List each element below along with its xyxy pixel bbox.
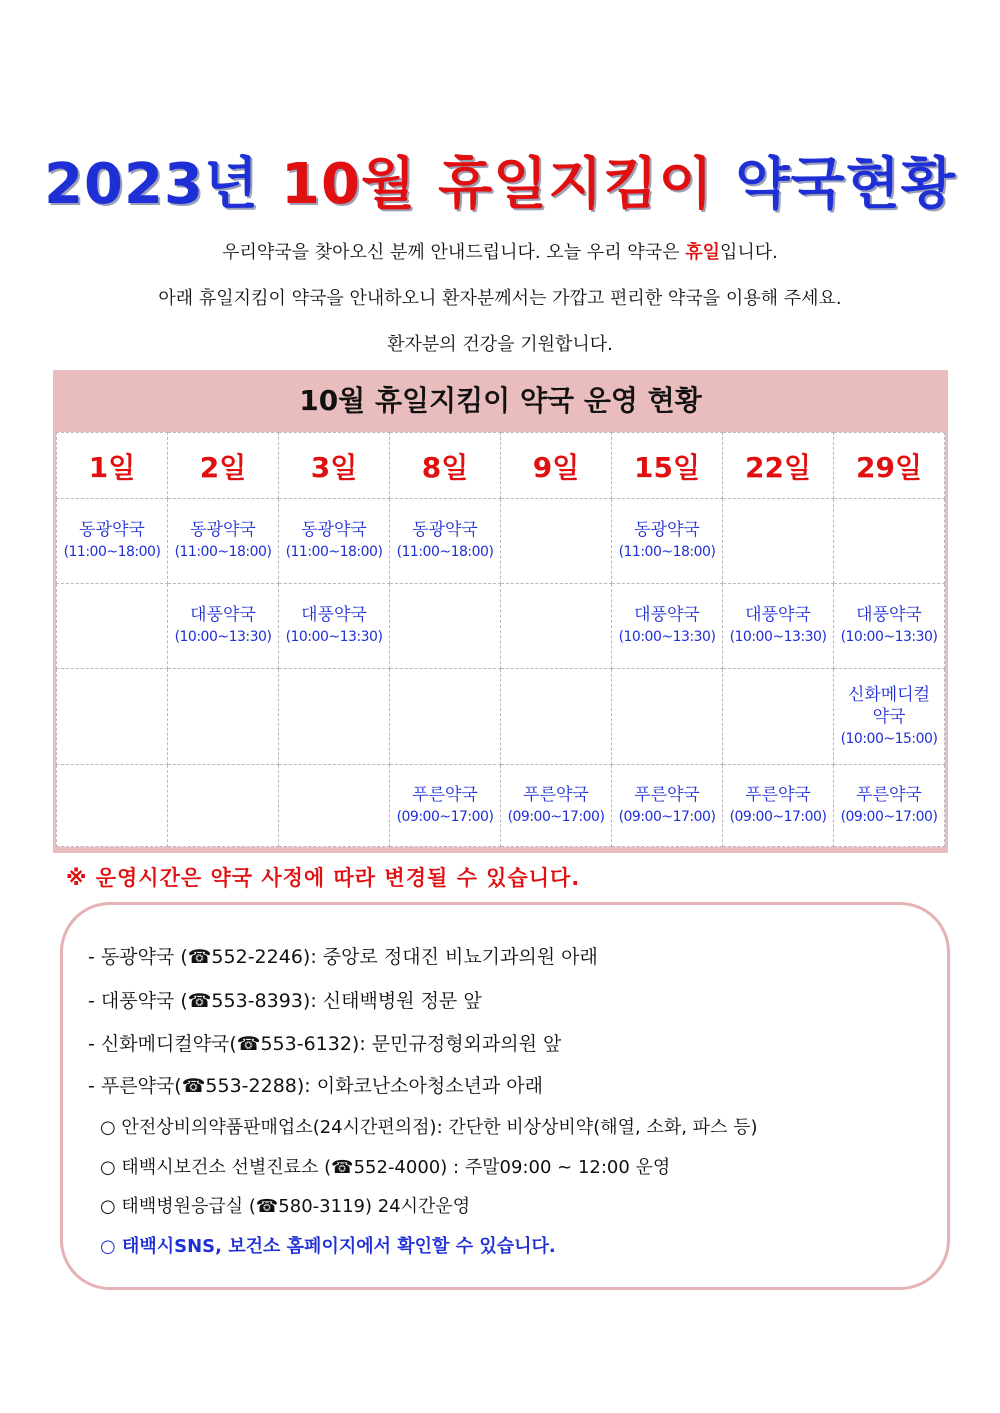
schedule-cell: [279, 765, 390, 847]
pharmacy-info-donggwang: - 동광약국 (☎552-2246): 중앙로 정대진 비뇨기과의원 아래: [88, 946, 598, 968]
pharmacy-name: 대풍약국: [190, 605, 256, 625]
schedule-cell: [501, 669, 612, 765]
table-row: [57, 584, 945, 669]
day-header: 2일: [168, 433, 279, 499]
schedule-cell: [612, 765, 723, 847]
pharmacy-hours: (11:00~18:00): [285, 544, 383, 560]
info-sns-notice: ○ 태백시SNS, 보건소 홈페이지에서 확인할 수 있습니다.: [100, 1236, 556, 1257]
schedule-cell: [723, 765, 834, 847]
schedule-cell: [612, 499, 723, 584]
pharmacy-info-pureun: - 푸른약국(☎553-2288): 이화코난소아청소년과 아래: [88, 1075, 544, 1097]
pharmacy-name: 푸른약국: [856, 784, 922, 805]
schedule-cell: [723, 669, 834, 765]
table-row: [57, 765, 945, 847]
day-header: 29일: [834, 433, 945, 499]
pharmacy-hours: (09:00~17:00): [507, 808, 605, 825]
schedule-cell: [501, 499, 612, 584]
info-health-center: ○ 태백시보건소 선별진료소 (☎552-4000) : 주말09:00 ~ 12:00 운영: [100, 1157, 671, 1178]
schedule-cell: [501, 584, 612, 669]
pharmacy-name: 신화메디컬 약국: [847, 684, 931, 727]
schedule-cell: [834, 584, 945, 669]
day-header: 9일: [501, 433, 612, 499]
pharmacy-hours: (10:00~13:30): [729, 629, 827, 645]
pharmacy-hours: (11:00~18:00): [63, 544, 161, 560]
schedule-cell: [57, 499, 168, 584]
schedule-cell: [390, 765, 501, 847]
schedule-cell: [57, 584, 168, 669]
day-header: 3일: [279, 433, 390, 499]
info-convenience-store: ○ 안전상비의약품판매업소(24시간편의점): 간단한 비상상비약(해열, 소화, 파스 등): [100, 1117, 758, 1138]
schedule-cell: [279, 499, 390, 584]
schedule-cell: [168, 765, 279, 847]
schedule-cell: [834, 499, 945, 584]
schedule-table-title: 10월 휴일지킴이 약국 운영 현황: [299, 384, 702, 417]
pharmacy-name: 푸른약국: [634, 784, 700, 805]
day-header: 22일: [723, 433, 834, 499]
schedule-cell: [612, 584, 723, 669]
table-row: [57, 499, 945, 584]
intro-holiday-highlight: 휴일: [685, 242, 720, 263]
pharmacy-name: 대풍약국: [856, 605, 922, 625]
schedule-cell: [834, 765, 945, 847]
pharmacy-name: 대풍약국: [301, 605, 367, 625]
pharmacy-name: 푸른약국: [412, 784, 478, 805]
title-pharmacy-status: 약국현황: [735, 152, 956, 217]
pharmacy-name: 동광약국: [412, 520, 478, 540]
intro-line-3: 환자분의 건강을 기원합니다.: [387, 334, 613, 355]
title-holiday: 휴일지킴이: [438, 152, 714, 217]
pharmacy-hours: (09:00~17:00): [618, 808, 716, 825]
pharmacy-hours: (10:00~13:30): [174, 629, 272, 645]
pharmacy-info-daepung: - 대풍약국 (☎553-8393): 신태백병원 정문 앞: [88, 990, 482, 1012]
pharmacy-hours: (11:00~18:00): [396, 544, 494, 560]
pharmacy-name: 동광약국: [79, 520, 145, 540]
schedule-cell: [834, 669, 945, 765]
pharmacy-hours: (10:00~13:30): [285, 629, 383, 645]
pharmacy-hours: (09:00~17:00): [840, 808, 938, 825]
intro-line-1: [0, 238, 1000, 264]
page-title: [0, 140, 1000, 220]
pharmacy-name: 동광약국: [190, 520, 256, 540]
pharmacy-name: 대풍약국: [634, 605, 700, 625]
schedule-cell: [279, 584, 390, 669]
schedule-cell: [168, 499, 279, 584]
title-month: 10월: [281, 152, 417, 217]
schedule-cell: [279, 669, 390, 765]
hours-change-notice: ※ 운영시간은 약국 사정에 따라 변경될 수 있습니다.: [66, 866, 581, 890]
schedule-cell: [723, 499, 834, 584]
pharmacy-name: 동광약국: [634, 520, 700, 540]
schedule-cell: [168, 584, 279, 669]
pharmacy-name: 푸른약국: [523, 784, 589, 805]
intro-line-1-end: 입니다.: [719, 242, 778, 263]
pharmacy-hours: (11:00~18:00): [618, 544, 716, 560]
title-year: 2023년: [44, 152, 260, 217]
table-row: [57, 669, 945, 765]
day-header: 15일: [612, 433, 723, 499]
intro-line-2: 아래 휴일지킴이 약국을 안내하오니 환자분께서는 가깝고 편리한 약국을 이용해 주세요.: [158, 288, 842, 309]
day-header: 1일: [57, 433, 168, 499]
pharmacy-hours: (09:00~17:00): [396, 808, 494, 825]
schedule-cell: [168, 669, 279, 765]
schedule-cell: [723, 584, 834, 669]
schedule-cell: [612, 669, 723, 765]
pharmacy-hours: (10:00~15:00): [840, 730, 938, 747]
schedule-cell: [57, 765, 168, 847]
pharmacy-hours: (09:00~17:00): [729, 808, 827, 825]
schedule-table-panel: [53, 370, 948, 853]
schedule-table: [56, 432, 945, 847]
info-hospital-er: ○ 태백병원응급실 (☎580-3119) 24시간운영: [100, 1196, 471, 1217]
pharmacy-hours: (11:00~18:00): [174, 544, 272, 560]
pharmacy-hours: (10:00~13:30): [840, 629, 938, 645]
pharmacy-info-sinhwa: - 신화메디컬약국(☎553-6132): 문민규정형외과의원 앞: [88, 1033, 562, 1055]
schedule-cell: [390, 669, 501, 765]
intro-line-1-start: 우리약국을 찾아오신 분께 안내드립니다. 오늘 우리 약국은: [222, 242, 686, 263]
schedule-cell: [501, 765, 612, 847]
schedule-cell: [390, 584, 501, 669]
schedule-cell: [390, 499, 501, 584]
pharmacy-name: 동광약국: [301, 520, 367, 540]
schedule-header-row: [57, 433, 945, 499]
pharmacy-name: 푸른약국: [745, 784, 811, 805]
day-header: 8일: [390, 433, 501, 499]
schedule-cell: [57, 669, 168, 765]
pharmacy-hours: (10:00~13:30): [618, 629, 716, 645]
pharmacy-name: 대풍약국: [745, 605, 811, 625]
